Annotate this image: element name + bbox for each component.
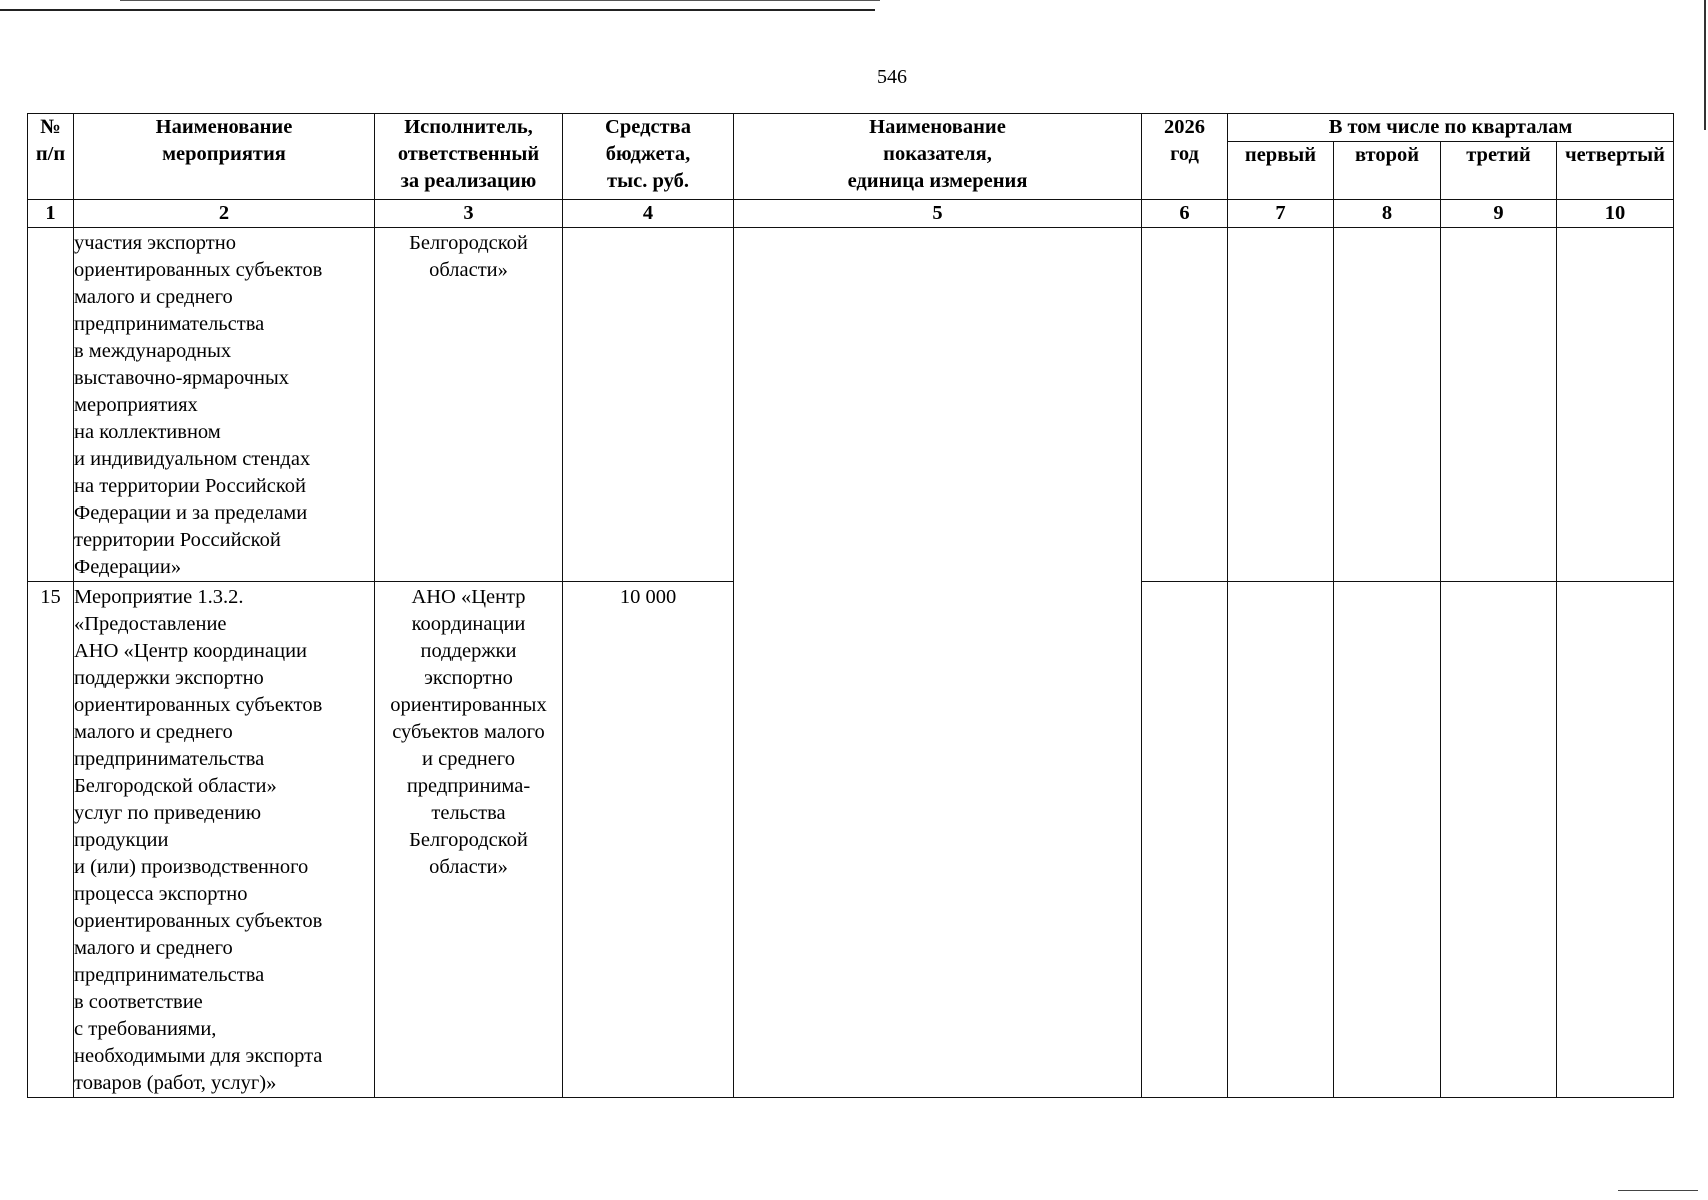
text-line: Федерации» bbox=[74, 556, 182, 578]
text-line: малого и среднего bbox=[74, 286, 233, 308]
indicator-cell bbox=[734, 228, 1142, 1098]
text-line: координации bbox=[411, 613, 526, 635]
text-line: ориентированных bbox=[390, 694, 547, 716]
text-line: поддержки экспортно bbox=[74, 667, 264, 689]
header-quarters-group: В том числе по кварталам bbox=[1228, 114, 1674, 142]
scan-artifact-edge bbox=[1704, 0, 1706, 130]
text-line: с требованиями, bbox=[74, 1018, 217, 1040]
text-line: в соответствие bbox=[74, 991, 203, 1013]
executor-cell bbox=[375, 582, 563, 1098]
header-quarter-1: первый bbox=[1228, 142, 1334, 200]
page-number: 546 bbox=[877, 66, 907, 88]
text-line: мероприятиях bbox=[74, 394, 198, 416]
text-line: и индивидуальном стендах bbox=[74, 448, 311, 470]
table-row bbox=[28, 228, 1674, 582]
activity-name-cell bbox=[74, 228, 375, 582]
quarter-4-cell bbox=[1557, 228, 1674, 582]
activities-table bbox=[27, 113, 1674, 1098]
budget-cell: 10 000 bbox=[563, 582, 734, 1098]
text-line: АНО «Центр координации bbox=[74, 640, 308, 662]
column-number: 10 bbox=[1557, 200, 1674, 228]
column-number: 4 bbox=[563, 200, 734, 228]
executor-cell bbox=[375, 228, 563, 582]
text-line: и (или) производственного bbox=[74, 856, 309, 878]
header-quarter-2: второй bbox=[1334, 142, 1441, 200]
text-line: необходимыми для экспорта bbox=[74, 1045, 323, 1067]
text-line: области» bbox=[429, 856, 508, 878]
column-number: 2 bbox=[74, 200, 375, 228]
quarter-2-cell bbox=[1334, 228, 1441, 582]
text-line: на территории Российской bbox=[74, 475, 307, 497]
text-line: тельства bbox=[431, 802, 506, 824]
row-number: 15 bbox=[28, 582, 74, 1098]
column-numbers-row bbox=[28, 200, 1674, 228]
header-executor: Исполнитель, ответственный за реализацию bbox=[375, 114, 563, 200]
budget-cell bbox=[563, 228, 734, 582]
text-line: выставочно-ярмарочных bbox=[74, 367, 290, 389]
scan-artifact-line bbox=[0, 9, 875, 11]
header-quarter-3: третий bbox=[1441, 142, 1557, 200]
column-number: 1 bbox=[28, 200, 74, 228]
text-line: территории Российской bbox=[74, 529, 281, 551]
text-line: Белгородской bbox=[409, 232, 528, 254]
column-number: 6 bbox=[1142, 200, 1228, 228]
year-value-cell bbox=[1142, 582, 1228, 1098]
text-line: малого и среднего bbox=[74, 937, 233, 959]
scan-artifact-line bbox=[120, 0, 880, 1]
text-line: предпринимательства bbox=[74, 964, 265, 986]
quarter-1-cell bbox=[1228, 228, 1334, 582]
text-line: предпринимательства bbox=[74, 313, 265, 335]
text-line: области» bbox=[429, 259, 508, 281]
scan-artifact-mark bbox=[1618, 1190, 1698, 1191]
text-line: процесса экспортно bbox=[74, 883, 248, 905]
column-number: 3 bbox=[375, 200, 563, 228]
quarter-3-cell bbox=[1441, 228, 1557, 582]
text-line: продукции bbox=[74, 829, 169, 851]
text-line: предпринима- bbox=[406, 775, 531, 797]
quarter-2-cell bbox=[1334, 582, 1441, 1098]
text-line: поддержки bbox=[420, 640, 517, 662]
text-line: в международных bbox=[74, 340, 232, 362]
header-year: 2026 год bbox=[1142, 114, 1228, 200]
text-line: субъектов малого bbox=[392, 721, 545, 743]
activity-name-cell bbox=[74, 582, 375, 1098]
header-indicator: Наименование показателя, единица измерения bbox=[734, 114, 1142, 200]
text-line: АНО «Центр bbox=[411, 586, 526, 608]
row-number bbox=[28, 228, 74, 582]
text-line: участия экспортно bbox=[74, 232, 236, 254]
column-number: 5 bbox=[734, 200, 1142, 228]
text-line: экспортно bbox=[424, 667, 513, 689]
column-number: 9 bbox=[1441, 200, 1557, 228]
text-line: ориентированных субъектов bbox=[74, 910, 323, 932]
column-number: 7 bbox=[1228, 200, 1334, 228]
text-line: предпринимательства bbox=[74, 748, 265, 770]
text-line: на коллективном bbox=[74, 421, 221, 443]
text-line: и среднего bbox=[422, 748, 515, 770]
text-line: Мероприятие 1.3.2. bbox=[74, 586, 244, 608]
text-line: товаров (работ, услуг)» bbox=[74, 1072, 277, 1094]
text-line: малого и среднего bbox=[74, 721, 233, 743]
quarter-3-cell bbox=[1441, 582, 1557, 1098]
header-activity-name: Наименование мероприятия bbox=[74, 114, 375, 200]
text-line: Белгородской области» bbox=[74, 775, 277, 797]
header-number: № п/п bbox=[28, 114, 74, 200]
header-row bbox=[28, 114, 1674, 142]
header-budget: Средства бюджета, тыс. руб. bbox=[563, 114, 734, 200]
text-line: ориентированных субъектов bbox=[74, 694, 323, 716]
text-line: «Предоставление bbox=[74, 613, 227, 635]
quarter-4-cell bbox=[1557, 582, 1674, 1098]
text-line: ориентированных субъектов bbox=[74, 259, 323, 281]
column-number: 8 bbox=[1334, 200, 1441, 228]
quarter-1-cell bbox=[1228, 582, 1334, 1098]
header-quarter-4: четвертый bbox=[1557, 142, 1674, 200]
text-line: услуг по приведению bbox=[74, 802, 262, 824]
text-line: Федерации и за пределами bbox=[74, 502, 308, 524]
text-line: Белгородской bbox=[409, 829, 528, 851]
year-value-cell bbox=[1142, 228, 1228, 582]
